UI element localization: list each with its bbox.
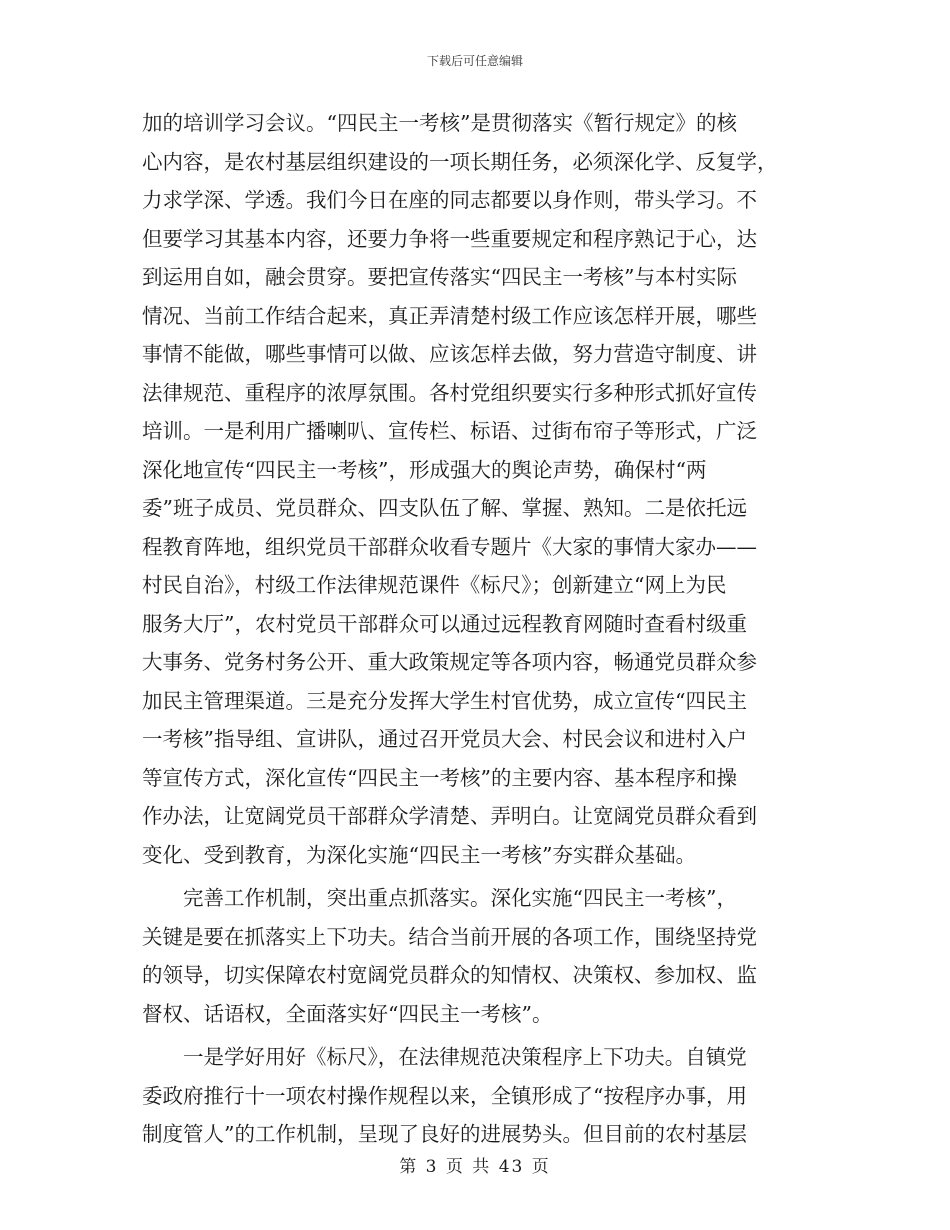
text-line: 服务大厅”，农村党员干部群众可以通过远程教育网随时查看村级重 <box>142 611 747 636</box>
text-line: 大事务、党务村务公开、重大政策规定等各项内容，畅通党员群众参 <box>142 650 757 674</box>
text-line: 作办法，让宽阔党员干部群众学清楚、弄明白。让宽阔党员群众看到 <box>142 804 757 828</box>
text-line: 督权、话语权，全面落实好“四民主一考核”。 <box>142 1001 553 1026</box>
text-line: 情况、当前工作结合起来，真正弄清楚村级工作应该怎样开展，哪些 <box>142 303 757 328</box>
text-line: 加民主管理渠道。三是充分发挥大学生村官优势，成立宣传“四民主 <box>142 688 747 713</box>
text-line: 等宣传方式，深化宣传“四民主一考核”的主要内容、基本程序和操 <box>142 765 737 790</box>
text-line: 但要学习其基本内容，还要力争将一些重要规定和程序熟记于心，达 <box>142 226 757 251</box>
text-line: 变化、受到教育，为深化实施“四民主一考核”夯实群众基础。 <box>142 842 696 867</box>
text-line: 程教育阵地，组织党员干部群众收看专题片《大家的事情大家办—— <box>142 534 757 559</box>
text-line: 委”班子成员、党员群众、四支队伍了解、掌握、熟知。二是依托远 <box>142 496 747 520</box>
page-header: 下载后可任意编辑 <box>426 54 523 68</box>
text-line: 深化地宣传“四民主一考核”，形成强大的舆论声势，确保村“两 <box>142 457 707 482</box>
text-line: 加的培训学习会议。“四民主一考核”是贯彻落实《暂行规定》的核 <box>142 111 737 135</box>
text-line: 法律规范、重程序的浓厚氛围。各村党组织要实行多种形式抓好宣传 <box>142 380 757 405</box>
text-line: 力求学深、学透。我们今日在座的同志都要以身作则，带头学习。不 <box>142 188 757 212</box>
text-line: 事情不能做，哪些事情可以做、应该怎样去做，努力营造守制度、讲 <box>142 342 757 366</box>
text-line: 心内容，是农村基层组织建设的一项长期任务，必须深化学、反复学， <box>142 149 778 174</box>
text-line: 关键是要在抓落实上下功夫。结合当前开展的各项工作，围绕坚持党 <box>142 924 757 949</box>
text-line: 一考核”指导组、宣讲队，通过召开党员大会、村民会议和进村入户 <box>142 727 747 751</box>
text-line: 制度管人”的工作机制，呈现了良好的进展势头。但目前的农村基层 <box>142 1122 747 1146</box>
text-line: 的领导，切实保障农村宽阔党员群众的知情权、决策权、参加权、监 <box>142 963 757 987</box>
text-line: 到运用自如，融会贯穿。要把宣传落实“四民主一考核”与本村实际 <box>142 265 737 289</box>
text-line: 一是学好用好《标尺》，在法律规范决策程序上下功夫。自镇党 <box>142 1045 747 1069</box>
text-line: 培训。一是利用广播喇叭、宣传栏、标语、过街布帘子等形式，广泛 <box>142 419 757 443</box>
document-body <box>142 104 802 1154</box>
text-line: 完善工作机制，突出重点抓落实。深化实施“四民主一考核”， <box>142 886 737 910</box>
text-line: 村民自治》，村级工作法律规范课件《标尺》；创新建立“网上为民 <box>142 573 727 597</box>
page-number: 第 3 页 共 43 页 <box>399 1157 551 1177</box>
text-line: 委政府推行十一项农村操作规程以来，全镇形成了“按程序办事，用 <box>142 1083 747 1108</box>
